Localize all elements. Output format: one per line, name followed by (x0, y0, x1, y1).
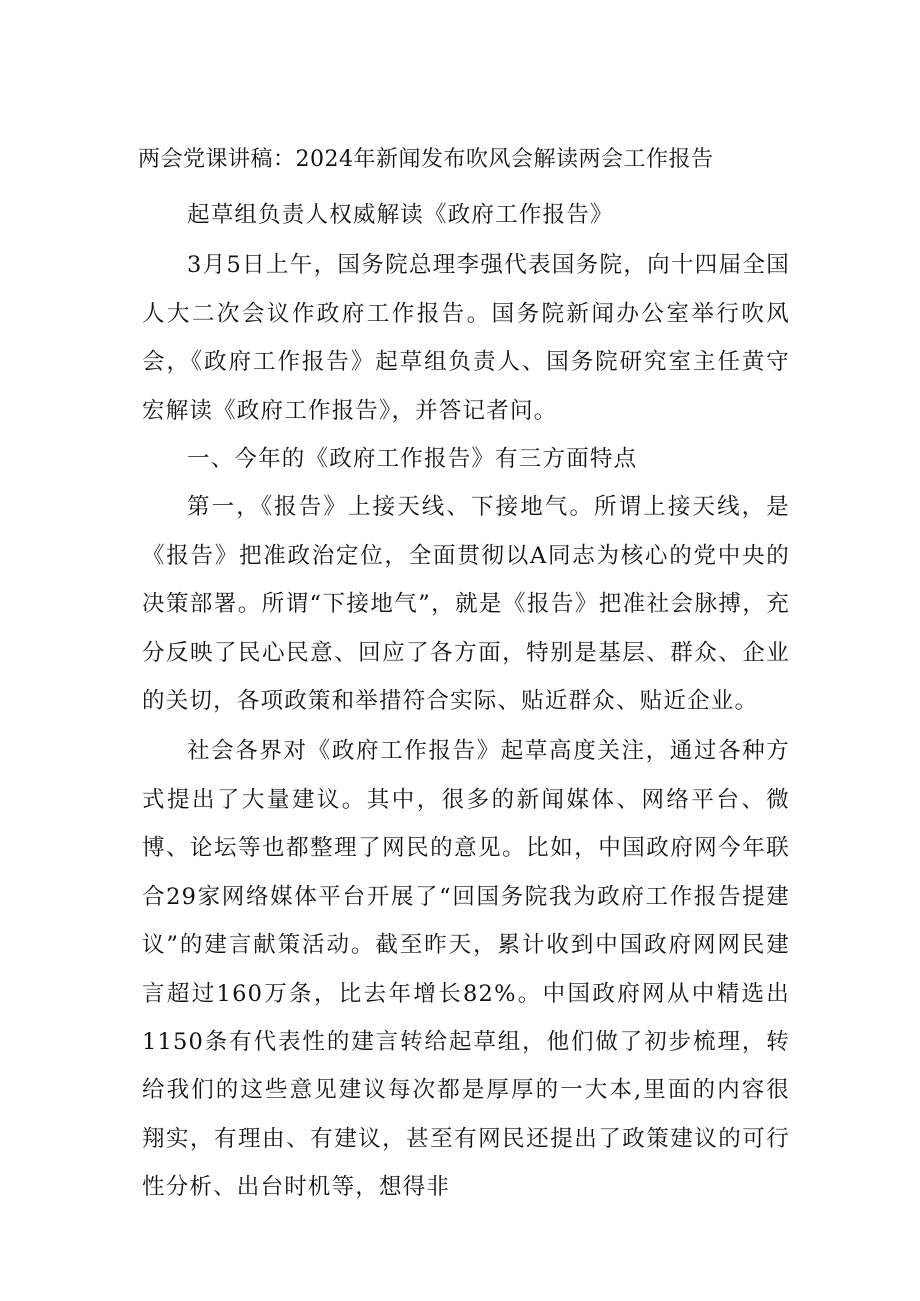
paragraph-first-point: 第一，《报告》上接天线、下接地气。所谓上接天线，是《报告》把准政治定位，全面贯彻以A同志为核心的党中央的决策部署。所谓“下接地气”，就是《报告》把准社会脉搏，充分反映了民心民意、回应了各方面，特别是基层、群众、企业的关切，各项政策和举措符合实际、贴近群众、贴近企业。 (142, 494, 790, 715)
document-title: 两会党课讲稿：2024年新闻发布吹风会解读两会工作报告 (138, 147, 714, 172)
document-body (142, 191, 790, 1212)
section-heading: 一、今年的《政府工作报告》有三方面特点 (187, 446, 638, 473)
paragraph-public-suggestions: 社会各界对《政府工作报告》起草高度关注，通过各种方式提出了大量建议。其中，很多的新闻媒体、网络平台、微博、论坛等也都整理了网民的意见。比如，中国政府网今年联合29家网络媒体平台开展了“回国务院我为政府工作报告提建议”的建言献策活动。截至昨天，累计收到中国政府网网民建言超过160万条，比去年增长82%。中国政府网从中精选出1150条有代表性的建言转给起草组，他们做了初步梳理，转给我们的这些意见建议每次都是厚厚的一大本,里面的内容很翔实，有理由、有建议，甚至有网民还提出了政策建议的可行性分析、出台时机等，想得非 (142, 738, 790, 1201)
document-subtitle: 起草组负责人权威解读《政府工作报告》 (187, 202, 614, 228)
paragraph-intro: 3月5日上午，国务院总理李强代表国务院，向十四届全国人大二次会议作政府工作报告。国务院新闻办公室举行吹风会，《政府工作报告》起草组负责人、国务院研究室主任黄守宏解读《政府工作报告》，并答记者问。 (142, 252, 790, 424)
